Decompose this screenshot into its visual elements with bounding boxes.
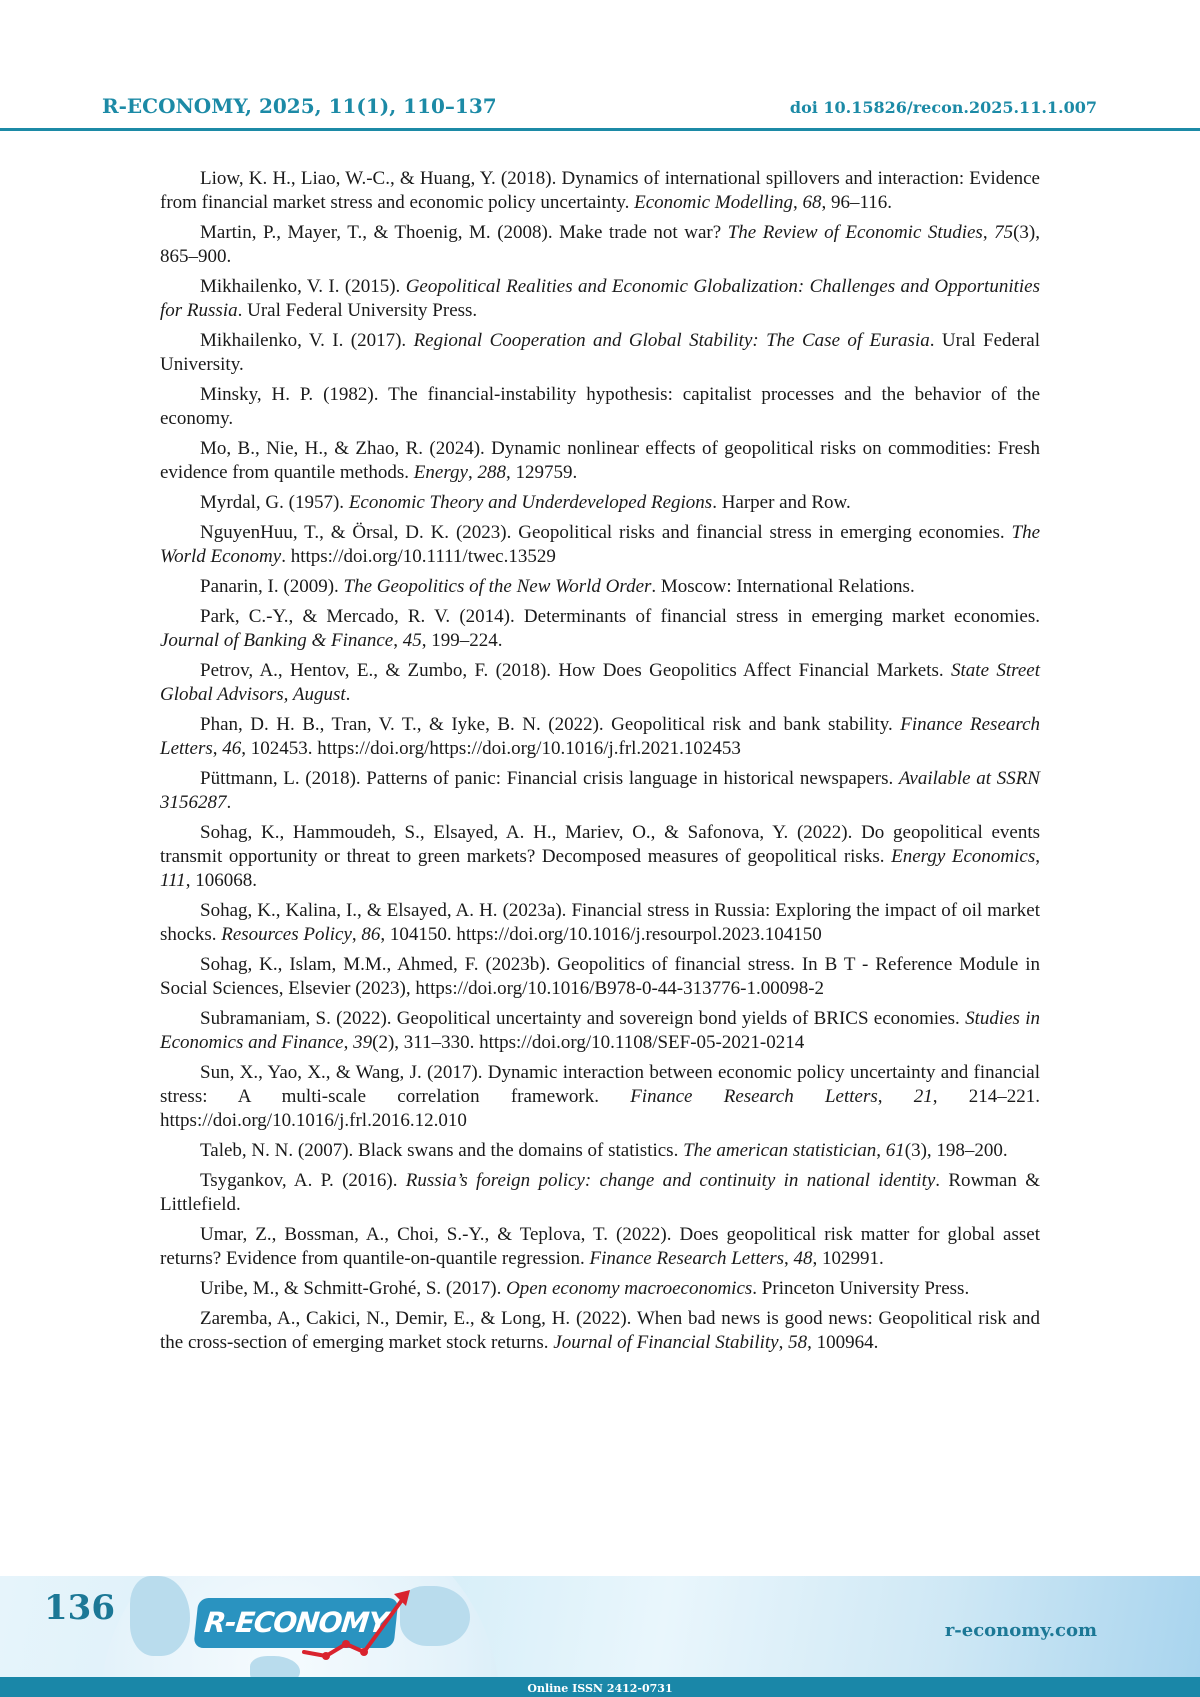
reference-entry	[160, 575, 1040, 599]
reference-italic-text: Journal of Financial Stability	[553, 1332, 779, 1353]
reference-italic-text: Energy Economics	[891, 846, 1036, 867]
reference-text: , 102991.	[812, 1248, 884, 1269]
reference-italic-text: Finance Research Letters	[160, 714, 1040, 759]
reference-text: ,	[393, 630, 403, 651]
reference-italic-text: The Geopolitics of the New World Order	[343, 576, 652, 597]
reference-entry	[160, 437, 1040, 485]
reference-text: Park, C.-Y., & Mercado, R. V. (2014). Determinants of financial stress in emerging market economies.	[200, 606, 1040, 627]
reference-text: (3), 198–200.	[904, 1140, 1008, 1161]
reference-text: (2), 311–330. https://doi.org/10.1108/SEF-05-2021-0214	[372, 1032, 805, 1053]
reference-entry	[160, 221, 1040, 269]
reference-italic-text: The World Economy	[160, 522, 1040, 567]
reference-italic-text: The american statistician	[683, 1140, 877, 1161]
reference-italic-text: Available at SSRN 3156287	[160, 768, 1040, 813]
reference-entry	[160, 1277, 1040, 1301]
reference-entry	[160, 1061, 1040, 1133]
reference-text: Mikhailenko, V. I. (2017).	[200, 330, 414, 351]
reference-text: Phan, D. H. B., Tran, V. T., & Iyke, B. N. (2022). Geopolitical risk and bank stability.	[200, 714, 901, 735]
reference-text: Panarin, I. (2009).	[200, 576, 344, 597]
reference-entry	[160, 383, 1040, 431]
doi-link[interactable]: doi 10.15826/recon.2025.11.1.007	[789, 98, 1097, 117]
reference-text: , 102453. https://doi.org/https://doi.org/10.1016/j.frl.2021.102453	[241, 738, 741, 759]
reference-italic-text: 86	[361, 924, 381, 945]
reference-italic-text: Russia’s foreign policy: change and continuity in national identity	[405, 1170, 936, 1191]
trend-arrow-icon	[298, 1584, 418, 1664]
reference-entry	[160, 1139, 1040, 1163]
reference-text: Martin, P., Mayer, T., & Thoenig, M. (2008). Make trade not war?	[200, 222, 728, 243]
reference-italic-text: Studies in Economics and Finance	[160, 1008, 1040, 1053]
reference-entry	[160, 713, 1040, 761]
reference-text: . Ural Federal University Press.	[237, 300, 478, 321]
reference-text: . Ural Federal University.	[160, 330, 1040, 375]
reference-italic-text: Regional Cooperation and Global Stability: The Case of Eurasia	[413, 330, 930, 351]
reference-text: Tsygankov, A. P. (2016).	[200, 1170, 406, 1191]
page-footer	[0, 1576, 1200, 1697]
page-header	[0, 0, 1200, 131]
reference-italic-text: 111	[160, 870, 186, 891]
reference-italic-text: The Review of Economic Studies	[727, 222, 983, 243]
reference-italic-text: 21	[913, 1086, 933, 1107]
reference-entry	[160, 659, 1040, 707]
reference-text: ,	[792, 192, 803, 213]
reference-entry	[160, 329, 1040, 377]
reference-text: . Harper and Row.	[712, 492, 851, 513]
reference-italic-text: Resources Policy	[221, 924, 352, 945]
reference-italic-text: State Street Global Advisors, August	[160, 660, 1040, 705]
reference-italic-text: 288	[477, 462, 506, 483]
reference-text: Sohag, K., Kalina, I., & Elsayed, A. H. (2023a). Financial stress in Russia: Exploring the impact of oil market shocks.	[160, 900, 1040, 945]
reference-italic-text: 75	[994, 222, 1014, 243]
reference-text: (3), 865–900.	[160, 222, 1040, 267]
reference-italic-text: Economic Modelling	[634, 192, 793, 213]
reference-text: . Rowman & Littlefield.	[160, 1170, 1040, 1215]
reference-text: Subramaniam, S. (2022). Geopolitical uncertainty and sovereign bond yields of BRICS economies.	[200, 1008, 966, 1029]
reference-entry	[160, 767, 1040, 815]
journal-citation: R-ECONOMY, 2025, 11(1), 110–137	[102, 94, 497, 118]
reference-entry	[160, 899, 1040, 947]
reference-text: Mikhailenko, V. I. (2015).	[200, 276, 406, 297]
reference-text: .	[345, 684, 351, 705]
reference-text: , 129759.	[505, 462, 578, 483]
reference-text: Sohag, K., Hammoudeh, S., Elsayed, A. H., Mariev, O., & Safonova, Y. (2022). Do geopolitical events transmit opportunity or threat to green markets? Decomposed measures of geopolitical risks.	[160, 822, 1040, 867]
reference-text: Zaremba, A., Cakici, N., Demir, E., & Long, H. (2022). When bad news is good news: Geopolitical risk and the cross-section of emerging market stock returns.	[160, 1308, 1040, 1353]
header-divider	[0, 128, 1200, 131]
reference-italic-text: 68	[802, 192, 822, 213]
reference-text: Myrdal, G. (1957).	[200, 492, 349, 513]
reference-text: . https://doi.org/10.1111/twec.13529	[281, 546, 556, 567]
reference-text: ,	[351, 924, 362, 945]
reference-text: NguyenHuu, T., & Örsal, D. K. (2023). Geopolitical risks and financial stress in emerging economies.	[200, 522, 1012, 543]
reference-text: Sohag, K., Islam, M.M., Ahmed, F. (2023b). Geopolitics of financial stress. In B T - Reference Module in Social Sciences, Elsevier (2023), https://doi.org/10.1016/B978-0-44-313776-1.00098-2	[160, 954, 1040, 999]
reference-text: ,	[982, 222, 995, 243]
reference-text: ,	[784, 1248, 794, 1269]
reference-text: , 214–221. https://doi.org/10.1016/j.frl.2016.12.010	[160, 1086, 1041, 1131]
reference-text: ,	[343, 1032, 354, 1053]
reference-italic-text: Geopolitical Realities and Economic Globalization: Challenges and Opportunities for Russia	[160, 276, 1040, 321]
issn-text: Online ISSN 2412-0731	[527, 1682, 673, 1695]
reference-text: ,	[876, 1140, 886, 1161]
reference-text: Liow, K. H., Liao, W.-C., & Huang, Y. (2018). Dynamics of international spillovers and interaction: Evidence from financial market stress and economic policy uncertainty.	[160, 168, 1040, 213]
reference-italic-text: 39	[353, 1032, 373, 1053]
reference-italic-text: 61	[885, 1140, 905, 1161]
reference-entry	[160, 821, 1040, 893]
reference-entry	[160, 953, 1040, 1001]
reference-text: Umar, Z., Bossman, A., Choi, S.-Y., & Teplova, T. (2022). Does geopolitical risk matter for global asset returns? Evidence from quantile-on-quantile regression.	[160, 1224, 1040, 1269]
reference-text: . Princeton University Press.	[752, 1278, 970, 1299]
reference-italic-text: Open economy macroeconomics	[506, 1278, 753, 1299]
reference-entry	[160, 491, 1040, 515]
reference-text: , 100964.	[807, 1332, 879, 1353]
reference-text: , 199–224.	[421, 630, 503, 651]
website-link[interactable]: r-economy.com	[944, 1620, 1097, 1641]
reference-text: Mo, B., Nie, H., & Zhao, R. (2024). Dynamic nonlinear effects of geopolitical risks on commodities: Fresh evidence from quantile methods.	[160, 438, 1040, 483]
logo-text: R-ECONOMY	[202, 1606, 390, 1639]
reference-entry	[160, 1223, 1040, 1271]
reference-text: , 106068.	[185, 870, 257, 891]
reference-entry	[160, 1169, 1040, 1217]
reference-text: .	[226, 792, 232, 813]
reference-italic-text: 48	[793, 1248, 813, 1269]
reference-text: ,	[467, 462, 478, 483]
reference-italic-text: Finance Research Letters	[589, 1248, 784, 1269]
reference-text: Minsky, H. P. (1982). The financial-instability hypothesis: capitalist processes and the behavior of the economy.	[160, 384, 1040, 429]
reference-italic-text: Finance Research Letters	[630, 1086, 878, 1107]
reference-entry	[160, 1307, 1040, 1355]
reference-text: Uribe, M., & Schmitt-Grohé, S. (2017).	[200, 1278, 507, 1299]
reference-list	[160, 167, 1040, 1361]
reference-text: , 104150. https://doi.org/10.1016/j.resourpol.2023.104150	[380, 924, 822, 945]
reference-text: ,	[1035, 846, 1040, 867]
reference-entry	[160, 521, 1040, 569]
reference-text: Petrov, A., Hentov, E., & Zumbo, F. (2018). How Does Geopolitics Affect Financial Markets.	[200, 660, 952, 681]
reference-entry	[160, 605, 1040, 653]
reference-text: ,	[778, 1332, 789, 1353]
reference-text: , 96–116.	[821, 192, 893, 213]
reference-italic-text: Energy	[413, 462, 468, 483]
reference-entry	[160, 167, 1040, 215]
reference-entry	[160, 275, 1040, 323]
reference-entry	[160, 1007, 1040, 1055]
continent-shape	[130, 1576, 190, 1656]
page-number: 136	[44, 1588, 115, 1628]
reference-italic-text: Economic Theory and Underdeveloped Regions	[348, 492, 713, 513]
reference-italic-text: 46	[222, 738, 242, 759]
reference-text: ,	[877, 1086, 914, 1107]
reference-text: Sun, X., Yao, X., & Wang, J. (2017). Dynamic interaction between economic policy uncertainty and financial stress: A multi-scale correlation framework.	[160, 1062, 1040, 1107]
reference-text: Püttmann, L. (2018). Patterns of panic: Financial crisis language in historical newspapers.	[200, 768, 899, 789]
reference-italic-text: Journal of Banking & Finance	[160, 630, 394, 651]
reference-text: ,	[212, 738, 223, 759]
reference-text: . Moscow: International Relations.	[651, 576, 915, 597]
reference-italic-text: 45	[402, 630, 422, 651]
reference-text: Taleb, N. N. (2007). Black swans and the domains of statistics.	[200, 1140, 684, 1161]
reference-italic-text: 58	[788, 1332, 808, 1353]
